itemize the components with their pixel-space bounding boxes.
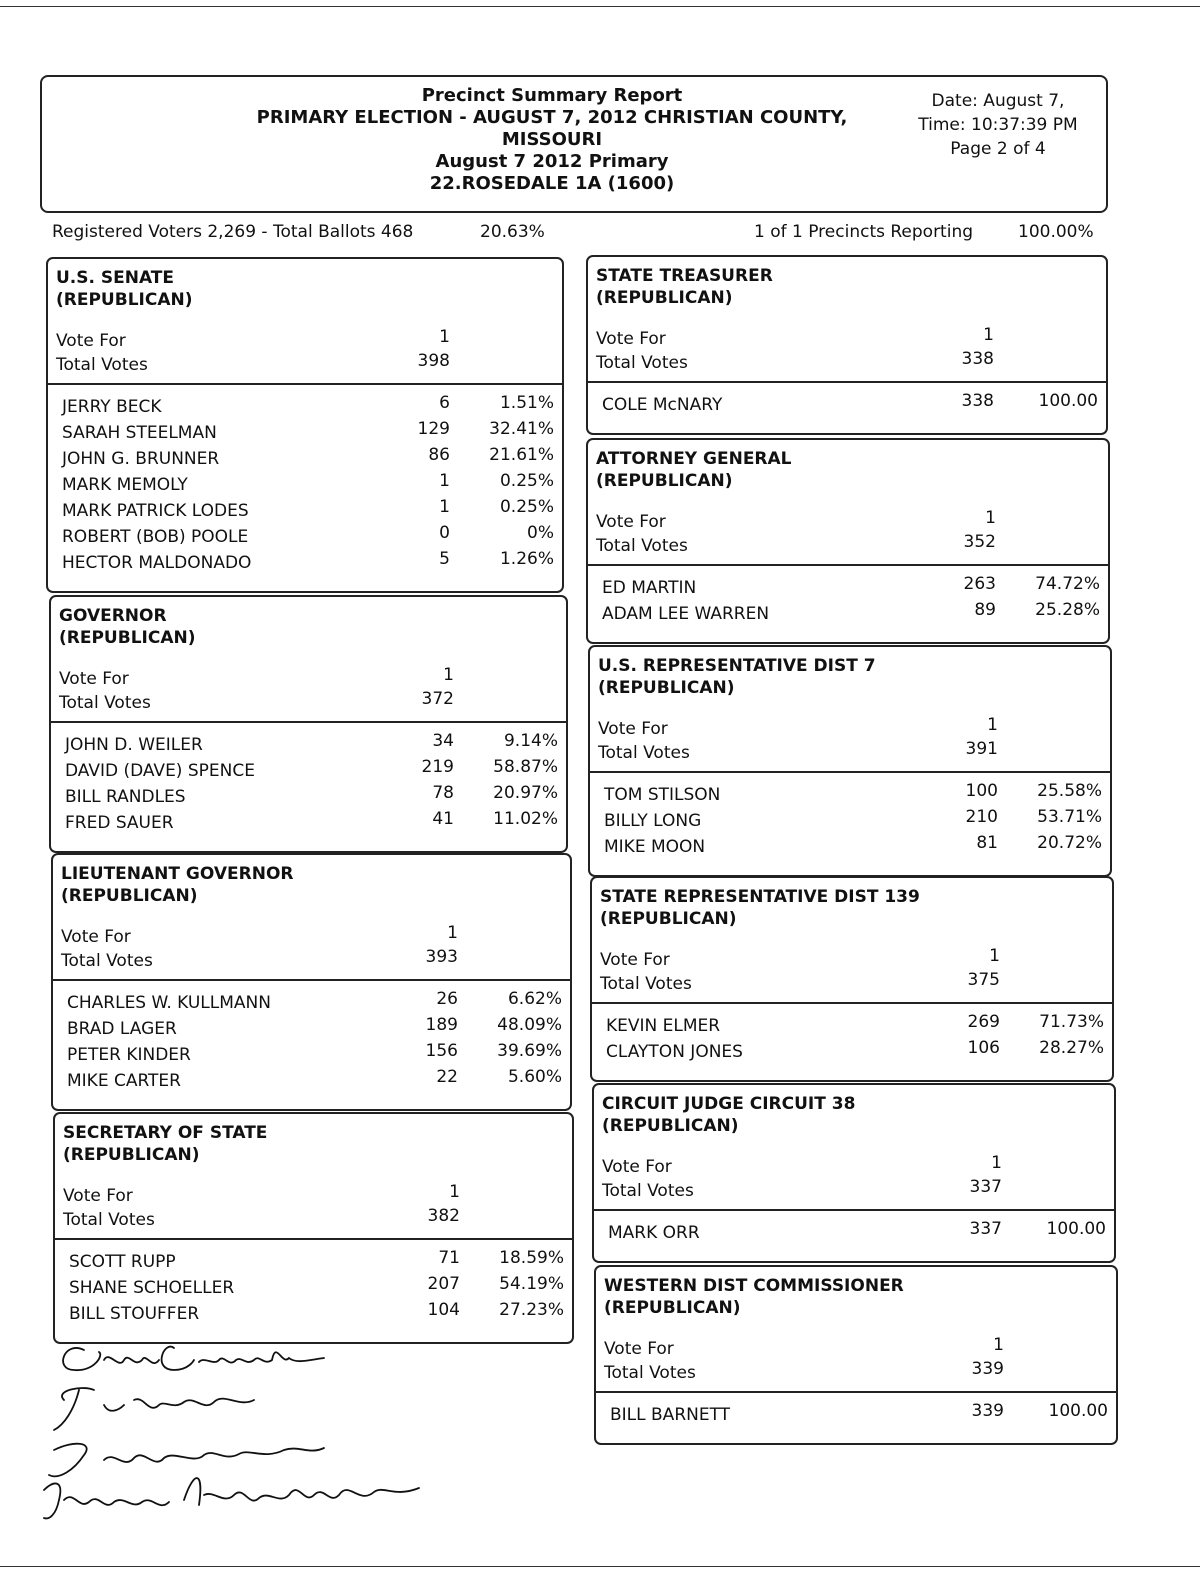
- candidate-name: CHARLES W. KULLMANN: [67, 993, 271, 1013]
- candidate-name: ADAM LEE WARREN: [602, 604, 770, 624]
- candidate-percent: 100.00: [1048, 1401, 1108, 1421]
- total-votes-label: Total Votes: [56, 355, 148, 375]
- candidate-name: SHANE SCHOELLER: [69, 1278, 235, 1298]
- candidate-percent: 32.41%: [489, 419, 554, 439]
- candidate-percent: 71.73%: [1039, 1012, 1104, 1032]
- vote-for-label: Vote For: [63, 1186, 133, 1206]
- candidate-name: JOHN D. WEILER: [65, 735, 203, 755]
- candidate-votes: 263: [963, 574, 996, 594]
- total-votes-value: 338: [961, 349, 994, 369]
- report-time: Time: 10:37:39 PM: [918, 115, 1078, 135]
- candidate-votes: 1: [439, 497, 450, 517]
- divider: [596, 1391, 1116, 1393]
- vote-for-value: 1: [987, 715, 998, 735]
- report-date: Date: August 7,: [931, 91, 1065, 111]
- candidate-percent: 0.25%: [499, 497, 554, 517]
- race-title-block: [600, 886, 920, 930]
- candidate-percent: 58.87%: [493, 757, 558, 777]
- divider: [51, 721, 566, 723]
- candidate-percent: 100.00: [1038, 391, 1098, 411]
- race-party: (REPUBLICAN): [59, 628, 196, 648]
- top-rule: [0, 6, 1200, 7]
- candidate-percent: 6.62%: [507, 989, 562, 1009]
- candidate-name: MIKE MOON: [604, 837, 706, 857]
- race-title: STATE TREASURER: [596, 266, 773, 286]
- candidate-percent: 28.27%: [1039, 1038, 1104, 1058]
- vote-for-value: 1: [447, 923, 458, 943]
- candidate-percent: 21.61%: [489, 445, 554, 465]
- candidate-votes: 337: [969, 1219, 1002, 1239]
- candidate-percent: 25.58%: [1037, 781, 1102, 801]
- candidate-name: BILL BARNETT: [610, 1405, 731, 1425]
- race-party: (REPUBLICAN): [61, 886, 198, 906]
- candidate-name: COLE McNARY: [602, 395, 723, 415]
- total-votes-label: Total Votes: [63, 1210, 155, 1230]
- candidate-votes: 81: [976, 833, 998, 853]
- page-number: Page 2 of 4: [950, 139, 1046, 159]
- divider: [55, 1238, 572, 1240]
- race-title-block: [59, 605, 195, 649]
- candidate-votes: 104: [427, 1300, 460, 1320]
- candidate-votes: 339: [971, 1401, 1004, 1421]
- vote-for-value: 1: [439, 327, 450, 347]
- candidate-name: JOHN G. BRUNNER: [62, 449, 220, 469]
- race-title-block: [63, 1122, 267, 1166]
- candidate-votes: 5: [439, 549, 450, 569]
- divider: [588, 381, 1106, 383]
- divider: [592, 1002, 1112, 1004]
- total-votes-value: 339: [971, 1359, 1004, 1379]
- total-votes-label: Total Votes: [61, 951, 153, 971]
- candidate-votes: 106: [967, 1038, 1000, 1058]
- vote-for-label: Vote For: [600, 950, 670, 970]
- candidate-name: HECTOR MALDONADO: [62, 553, 252, 573]
- race-party: (REPUBLICAN): [602, 1116, 739, 1136]
- candidate-votes: 71: [438, 1248, 460, 1268]
- total-votes-value: 375: [967, 970, 1000, 990]
- header-title-block: [232, 85, 872, 195]
- candidate-votes: 22: [436, 1067, 458, 1087]
- candidate-name: ED MARTIN: [602, 578, 697, 598]
- candidate-percent: 9.14%: [503, 731, 558, 751]
- race-party: (REPUBLICAN): [596, 471, 733, 491]
- candidate-votes: 26: [436, 989, 458, 1009]
- candidate-votes: 338: [961, 391, 994, 411]
- vote-for-value: 1: [985, 508, 996, 528]
- vote-for-value: 1: [983, 325, 994, 345]
- race-title: LIEUTENANT GOVERNOR: [61, 864, 294, 884]
- total-votes-label: Total Votes: [596, 353, 688, 373]
- candidate-name: SARAH STEELMAN: [62, 423, 217, 443]
- candidate-votes: 100: [965, 781, 998, 801]
- race-title: CIRCUIT JUDGE CIRCUIT 38: [602, 1094, 856, 1114]
- vote-for-value: 1: [991, 1153, 1002, 1173]
- report-header: [40, 75, 1108, 213]
- race-box: [586, 255, 1108, 435]
- vote-for-value: 1: [449, 1182, 460, 1202]
- vote-for-label: Vote For: [604, 1339, 674, 1359]
- candidate-votes: 210: [965, 807, 998, 827]
- candidate-votes: 269: [967, 1012, 1000, 1032]
- vote-for-value: 1: [989, 946, 1000, 966]
- candidate-votes: 156: [425, 1041, 458, 1061]
- race-box: [588, 645, 1112, 877]
- race-title: SECRETARY OF STATE: [63, 1123, 268, 1143]
- candidate-percent: 48.09%: [497, 1015, 562, 1035]
- signatures-image: [24, 1330, 444, 1530]
- candidate-percent: 74.72%: [1035, 574, 1100, 594]
- vote-for-label: Vote For: [596, 512, 666, 532]
- total-votes-value: 337: [969, 1177, 1002, 1197]
- candidate-votes: 219: [421, 757, 454, 777]
- candidate-percent: 20.97%: [493, 783, 558, 803]
- race-title-block: [604, 1275, 904, 1319]
- candidate-name: MARK ORR: [608, 1223, 700, 1243]
- candidate-votes: 189: [425, 1015, 458, 1035]
- registered-voters: Registered Voters 2,269 - Total Ballots 468: [52, 222, 414, 242]
- reporting-percent: 100.00%: [1018, 222, 1094, 242]
- election-state: MISSOURI: [501, 129, 603, 150]
- precinct-name: 22.ROSEDALE 1A (1600): [429, 173, 675, 194]
- race-title: ATTORNEY GENERAL: [596, 449, 792, 469]
- candidate-name: BILL STOUFFER: [69, 1304, 200, 1324]
- total-votes-label: Total Votes: [604, 1363, 696, 1383]
- total-votes-value: 391: [965, 739, 998, 759]
- candidate-percent: 100.00: [1046, 1219, 1106, 1239]
- vote-for-value: 1: [443, 665, 454, 685]
- candidate-percent: 11.02%: [493, 809, 558, 829]
- total-votes-label: Total Votes: [598, 743, 690, 763]
- divider: [594, 1209, 1114, 1211]
- candidate-percent: 27.23%: [499, 1300, 564, 1320]
- precincts-reporting: 1 of 1 Precincts Reporting: [754, 222, 974, 242]
- candidate-votes: 78: [432, 783, 454, 803]
- candidate-name: JERRY BECK: [62, 397, 162, 417]
- vote-for-label: Vote For: [56, 331, 126, 351]
- divider: [53, 979, 570, 981]
- vote-for-label: Vote For: [61, 927, 131, 947]
- election-name: PRIMARY ELECTION - AUGUST 7, 2012 CHRISTIAN COUNTY,: [256, 107, 848, 128]
- candidate-percent: 0.25%: [499, 471, 554, 491]
- candidate-votes: 89: [974, 600, 996, 620]
- candidate-percent: 0%: [527, 523, 554, 543]
- race-party: (REPUBLICAN): [56, 290, 193, 310]
- header-meta: [898, 89, 1098, 161]
- candidate-name: ROBERT (BOB) POOLE: [62, 527, 249, 547]
- total-votes-label: Total Votes: [600, 974, 692, 994]
- report-title: Precinct Summary Report: [421, 85, 683, 106]
- candidate-votes: 129: [417, 419, 450, 439]
- turnout-percent: 20.63%: [480, 222, 545, 242]
- candidate-name: BILL RANDLES: [65, 787, 186, 807]
- candidate-votes: 41: [432, 809, 454, 829]
- candidate-percent: 18.59%: [499, 1248, 564, 1268]
- vote-for-label: Vote For: [602, 1157, 672, 1177]
- candidate-votes: 34: [432, 731, 454, 751]
- race-title-block: [61, 863, 294, 907]
- candidate-percent: 54.19%: [499, 1274, 564, 1294]
- candidate-name: PETER KINDER: [67, 1045, 191, 1065]
- candidate-votes: 0: [439, 523, 450, 543]
- candidate-percent: 1.51%: [499, 393, 554, 413]
- candidate-percent: 25.28%: [1035, 600, 1100, 620]
- bottom-rule: [0, 1566, 1200, 1567]
- race-box: [586, 438, 1110, 644]
- candidate-name: DAVID (DAVE) SPENCE: [65, 761, 255, 781]
- race-title-block: [596, 265, 773, 309]
- total-votes-value: 393: [425, 947, 458, 967]
- race-box: [592, 1083, 1116, 1263]
- total-votes-value: 372: [421, 689, 454, 709]
- race-box: [51, 853, 572, 1111]
- divider: [588, 564, 1108, 566]
- race-title: GOVERNOR: [59, 606, 167, 626]
- candidate-name: SCOTT RUPP: [69, 1252, 176, 1272]
- candidate-percent: 5.60%: [507, 1067, 562, 1087]
- race-title-block: [598, 655, 876, 699]
- divider: [48, 383, 562, 385]
- total-votes-value: 382: [427, 1206, 460, 1226]
- race-party: (REPUBLICAN): [63, 1145, 200, 1165]
- race-title: STATE REPRESENTATIVE DIST 139: [600, 887, 920, 907]
- race-title: WESTERN DIST COMMISSIONER: [604, 1276, 904, 1296]
- candidate-percent: 1.26%: [499, 549, 554, 569]
- race-title-block: [56, 267, 192, 311]
- total-votes-label: Total Votes: [59, 693, 151, 713]
- candidate-percent: 53.71%: [1037, 807, 1102, 827]
- candidate-name: TOM STILSON: [604, 785, 721, 805]
- candidate-name: MARK MEMOLY: [62, 475, 188, 495]
- candidate-votes: 6: [439, 393, 450, 413]
- vote-for-label: Vote For: [59, 669, 129, 689]
- race-box: [594, 1265, 1118, 1445]
- candidate-votes: 1: [439, 471, 450, 491]
- candidate-percent: 39.69%: [497, 1041, 562, 1061]
- vote-for-value: 1: [993, 1335, 1004, 1355]
- race-party: (REPUBLICAN): [596, 288, 733, 308]
- race-title: U.S. REPRESENTATIVE DIST 7: [598, 656, 876, 676]
- candidate-percent: 20.72%: [1037, 833, 1102, 853]
- candidate-name: MARK PATRICK LODES: [62, 501, 249, 521]
- divider: [590, 771, 1110, 773]
- race-box: [590, 876, 1114, 1082]
- total-votes-value: 352: [963, 532, 996, 552]
- race-party: (REPUBLICAN): [600, 909, 737, 929]
- race-box: [49, 595, 568, 853]
- vote-for-label: Vote For: [596, 329, 666, 349]
- race-party: (REPUBLICAN): [604, 1298, 741, 1318]
- candidate-name: KEVIN ELMER: [606, 1016, 721, 1036]
- candidate-votes: 86: [428, 445, 450, 465]
- candidate-name: CLAYTON JONES: [606, 1042, 743, 1062]
- race-box: [53, 1112, 574, 1344]
- candidate-name: BILLY LONG: [604, 811, 702, 831]
- candidate-name: BRAD LAGER: [67, 1019, 177, 1039]
- candidate-name: FRED SAUER: [65, 813, 174, 833]
- race-party: (REPUBLICAN): [598, 678, 735, 698]
- primary-name: August 7 2012 Primary: [435, 151, 669, 172]
- candidate-name: MIKE CARTER: [67, 1071, 181, 1091]
- race-box: [46, 257, 564, 593]
- race-title: U.S. SENATE: [56, 268, 175, 288]
- total-votes-label: Total Votes: [602, 1181, 694, 1201]
- total-votes-label: Total Votes: [596, 536, 688, 556]
- race-title-block: [596, 448, 792, 492]
- total-votes-value: 398: [417, 351, 450, 371]
- race-title-block: [602, 1093, 855, 1137]
- candidate-votes: 207: [427, 1274, 460, 1294]
- vote-for-label: Vote For: [598, 719, 668, 739]
